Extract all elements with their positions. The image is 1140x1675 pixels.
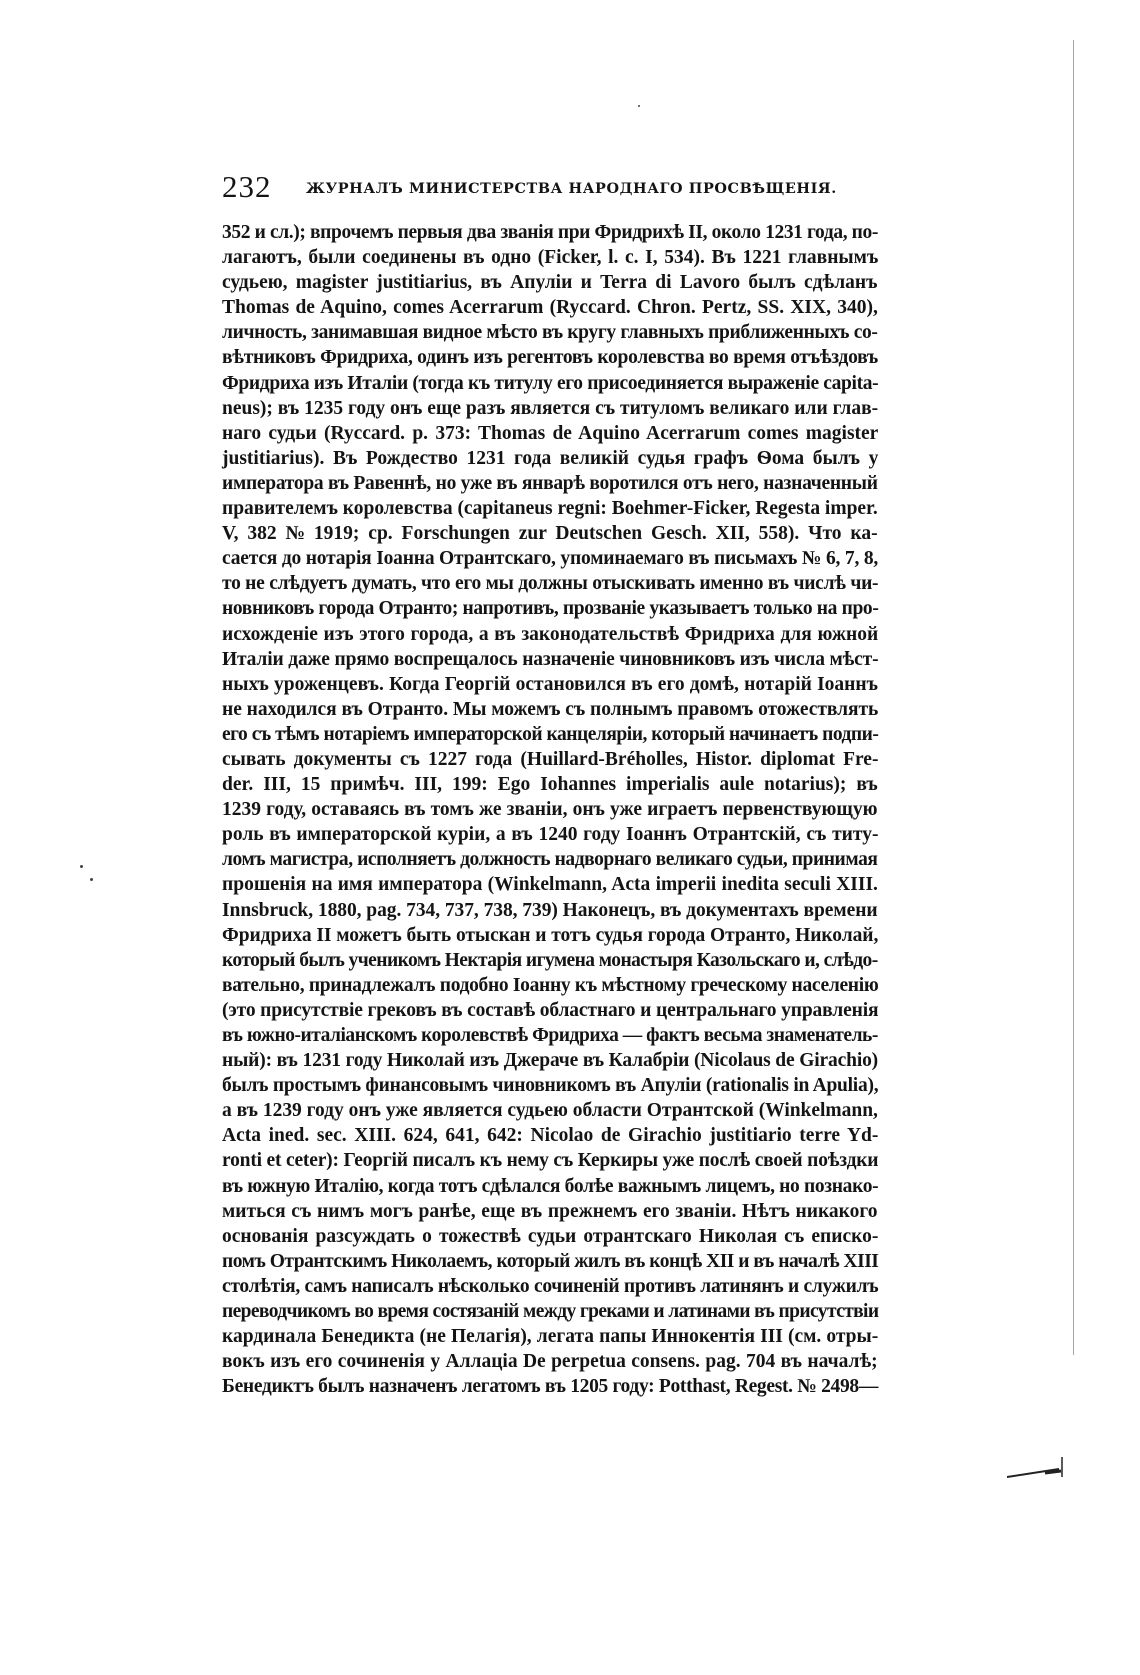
text-line: вательно, принадлежалъ подобно Іоанну къ мѣстному греческому населенію (222, 974, 879, 996)
running-head: ЖУРНАЛЪ МИНИСТЕРСТВА НАРОДНАГО ПРОСВѢЩЕНІЯ. (306, 180, 837, 197)
text-line: Acta ined. sec. XIII. 624, 641, 642: Nicolao de Girachio justitiario terre Yd- (222, 1125, 879, 1147)
text-line: лагаютъ, были соединены въ одно (Ficker, l. c. I, 534). Въ 1221 главнымъ (222, 247, 879, 269)
text-line: личность, занимавшая видное мѣсто въ кругу главныхъ приближенныхъ со- (222, 322, 878, 344)
text-line: ныхъ уроженцевъ. Когда Георгій остановился въ его домѣ, нотарій Іоаннъ (222, 673, 879, 695)
text-line: основанія разсуждать о тожествѣ судьи отрантскаго Николая съ еписко- (222, 1225, 879, 1247)
text-line: прошенія на имя императора (Winkelmann, Acta imperii inedita seculi XIII. (222, 874, 878, 896)
text-line: былъ простымъ финансовымъ чиновникомъ въ Апуліи (rationalis in Apulia), (222, 1075, 879, 1097)
text-line: правителемъ королевства (capitaneus regni: Boehmer-Ficker, Regesta imper. (222, 498, 878, 520)
text-line: судьею, magister justitiarius, въ Апуліи и Terra di Lavoro былъ сдѣланъ (222, 272, 878, 294)
text-line: 352 и сл.); впрочемъ первыя два званія при Фридрихѣ II, около 1231 года, по- (222, 222, 879, 243)
stray-mark (80, 865, 83, 868)
stray-mark (638, 105, 640, 107)
text-line: сается до нотарія Іоанна Отрантскаго, упоминаемаго въ письмахъ № 6, 7, 8, (222, 548, 879, 570)
text-line: ный): въ 1231 году Николай изъ Джераче въ Калабріи (Nicolaus de Girachio) (222, 1050, 879, 1072)
page-header (222, 170, 882, 210)
text-line: Фридриха изъ Италіи (тогда къ титулу его присоединяется выраженіе capita- (222, 372, 879, 394)
text-line: помъ Отрантскимъ Николаемъ, который жилъ въ концѣ XII и въ началѣ XIII (222, 1250, 879, 1272)
text-line: Фридриха II можетъ быть отыскан и тотъ судья города Отранто, Николай, (222, 924, 879, 946)
text-line: V, 382 № 1919; ср. Forschungen zur Deutschen Gesch. XII, 558). Что ка- (222, 523, 878, 545)
text-line: новниковъ города Отранто; напротивъ, прозваніе указываетъ только на про- (222, 598, 879, 620)
text-line: der. III, 15 примѣч. III, 199: Ego Iohannes imperialis aule notarius); въ (222, 774, 878, 796)
text-line: исхожденіе изъ этого города, а въ законодательствѣ Фридриха для южной (222, 623, 879, 645)
text-line: а въ 1239 году онъ уже является судьею области Отрантской (Winkelmann, (222, 1100, 878, 1122)
text-line: вокъ изъ его сочиненія у Аллаціа De perpetua consens. pag. 704 въ началѣ; (222, 1351, 878, 1373)
text-line: то не слѣдуетъ думать, что его мы должны отыскивать именно въ числѣ чи- (222, 573, 879, 595)
page-number: 232 (222, 169, 272, 204)
text-line: ломъ магистра, исполняетъ должность надворнаго великаго судьи, принимая (222, 849, 878, 871)
text-line: его съ тѣмъ нотаріемъ императорской канцеляріи, который начинаетъ подпи- (222, 723, 879, 745)
text-line: роль въ императорской куріи, а въ 1240 году Іоаннъ Отрантскій, съ титу- (222, 824, 879, 846)
text-line: (это присутствіе грековъ въ составѣ областнаго и центральнаго управленія (222, 999, 879, 1021)
text-line: миться съ нимъ могъ ранѣе, еще въ прежнемъ его званіи. Нѣтъ никакого (222, 1200, 878, 1222)
page-edge-line (1073, 40, 1074, 1355)
text-line: который былъ ученикомъ Нектарія игумена монастыря Казольскаго и, слѣдо- (222, 949, 878, 971)
text-line: въ южную Италію, когда тотъ сдѣлался болѣе важнымъ лицемъ, но познако- (222, 1175, 879, 1197)
body-text (222, 220, 878, 1399)
text-line: Италіи даже прямо воспрещалось назначеніе чиновниковъ изъ числа мѣст- (222, 648, 879, 670)
text-line: 1239 году, оставаясь въ томъ же званіи, онъ уже играетъ первенствующую (222, 799, 878, 821)
text-line: столѣтія, самъ написалъ нѣсколько сочиненій противъ латинянъ и служилъ (222, 1275, 879, 1297)
text-line: neus); въ 1235 году онъ еще разъ является съ титуломъ великаго или глав- (222, 397, 879, 419)
text-line: Thomas de Aquino, comes Acerrarum (Ryccard. Chron. Pertz, SS. XIX, 340), (222, 297, 878, 319)
text-line: не находился въ Отранто. Мы можемъ съ полнымъ правомъ отожествлять (222, 698, 879, 720)
text-line: императора въ Равеннѣ, но уже въ январѣ воротился отъ него, назначенный (222, 472, 878, 494)
text-line: ronti et ceter): Георгій писалъ къ нему съ Керкиры уже послѣ своей поѣздки (222, 1150, 879, 1172)
text-line: переводчикомъ во время состязаній между греками и латинами въ присутствіи (222, 1301, 879, 1323)
text-line: сывать документы съ 1227 года (Huillard-Bréholles, Histor. diplomat Fre- (222, 748, 879, 770)
text-line: кардинала Бенедикта (не Пелагія), легата папы Иннокентія III (см. отры- (222, 1326, 879, 1348)
text-line: Бенедиктъ былъ назначенъ легатомъ въ 1205 году: Potthast, Regest. № 2498— (222, 1376, 879, 1398)
scan-corner-mark (1005, 1455, 1065, 1485)
text-line: justitiarius). Въ Рождество 1231 года великій судья графъ Ѳома былъ у (222, 447, 879, 469)
text-line: въ южно-италіанскомъ королевствѣ Фридриха — фактъ весьма знаменатель- (222, 1025, 878, 1046)
text-line: наго судьи (Ryccard. p. 373: Thomas de Aquino Acerrarum comes magister (222, 422, 879, 444)
text-line: Innsbruck, 1880, pag. 734, 737, 738, 739) Наконецъ, въ документахъ времени (222, 899, 878, 921)
text-line: вѣтниковъ Фридриха, одинъ изъ регентовъ королевства во время отъѣздовъ (222, 347, 878, 369)
stray-mark (90, 878, 93, 881)
